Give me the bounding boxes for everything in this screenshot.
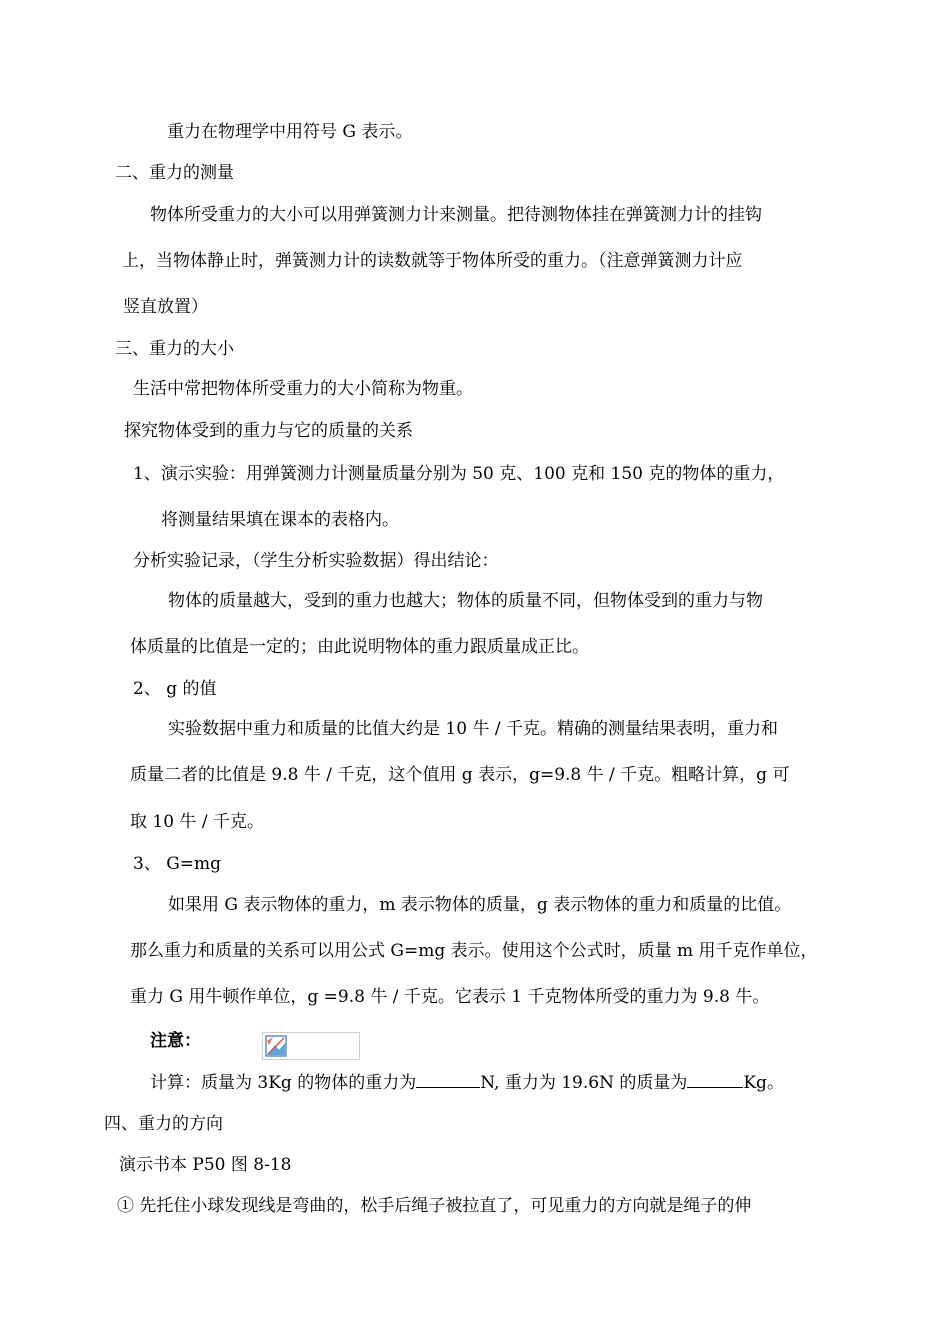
paragraph-line: 体质量的比值是一定的；由此说明物体的重力跟质量成正比。 — [130, 637, 589, 657]
paragraph-line: 分析实验记录，（学生分析实验数据）得出结论： — [133, 551, 499, 571]
paragraph-line: 生活中常把物体所受重力的大小简称为物重。 — [133, 379, 473, 399]
paragraph-line: 物体的质量越大，受到的重力也越大；物体的质量不同，但物体受到的重力与物 — [168, 591, 763, 611]
paragraph-line: 重力 G 用牛顿作单位，g =9.8 牛 / 千克。它表示 1 千克物体所受的重力为 9.8 牛。 — [130, 987, 770, 1007]
paragraph-line: 那么重力和质量的关系可以用公式 G=mg 表示。使用这个公式时，质量 m 用千克作单位， — [130, 941, 818, 961]
list-item: 2、 g 的值 — [133, 679, 217, 699]
paragraph-line: 物体所受重力的大小可以用弹簧测力计来测量。把待测物体挂在弹簧测力计的挂钩 — [150, 205, 762, 225]
section-heading: 三、重力的大小 — [115, 339, 234, 359]
paragraph-line: 将测量结果填在课本的表格内。 — [161, 510, 399, 530]
calculation-line — [150, 1071, 784, 1095]
paragraph-line: 上，当物体静止时，弹簧测力计的读数就等于物体所受的重力。（注意弹簧测力计应 — [122, 251, 743, 271]
answer-blank-weight — [416, 1071, 480, 1088]
paragraph-line: 竖直放置） — [123, 297, 208, 317]
paragraph-line: 演示书本 P50 图 8-18 — [119, 1155, 292, 1175]
list-item: ① 先托住小球发现线是弯曲的，松手后绳子被拉直了，可见重力的方向就是绳子的伸 — [117, 1196, 752, 1216]
paragraph-line: 质量二者的比值是 9.8 牛 / 千克，这个值用 g 表示，g=9.8 牛 / 千克。粗略计算，g 可 — [130, 765, 790, 785]
calculation-text-3: Kg。 — [743, 1073, 784, 1093]
calculation-text-1: 计算：质量为 3Kg 的物体的重力为 — [150, 1073, 417, 1093]
paragraph-line: 如果用 G 表示物体的重力，m 表示物体的质量，g 表示物体的重力和质量的比值。 — [168, 895, 792, 915]
broken-image-icon — [262, 1032, 360, 1060]
list-item: 1、演示实验：用弹簧测力计测量质量分别为 50 克、100 克和 150 克的物体的重力， — [133, 464, 785, 484]
paragraph-line: 取 10 牛 / 千克。 — [130, 812, 264, 832]
answer-blank-mass — [687, 1071, 743, 1088]
paragraph-line: 实验数据中重力和质量的比值大约是 10 牛 / 千克。精确的测量结果表明，重力和 — [168, 719, 778, 739]
paragraph-line: 重力在物理学中用符号 G 表示。 — [167, 122, 413, 142]
section-heading: 二、重力的测量 — [115, 163, 234, 183]
list-item: 3、 G=mg — [133, 854, 222, 874]
section-heading: 四、重力的方向 — [104, 1114, 223, 1134]
note-label: 注意： — [150, 1031, 201, 1051]
paragraph-line: 探究物体受到的重力与它的质量的关系 — [124, 421, 413, 441]
calculation-text-2: N, 重力为 19.6N 的质量为 — [480, 1073, 688, 1093]
